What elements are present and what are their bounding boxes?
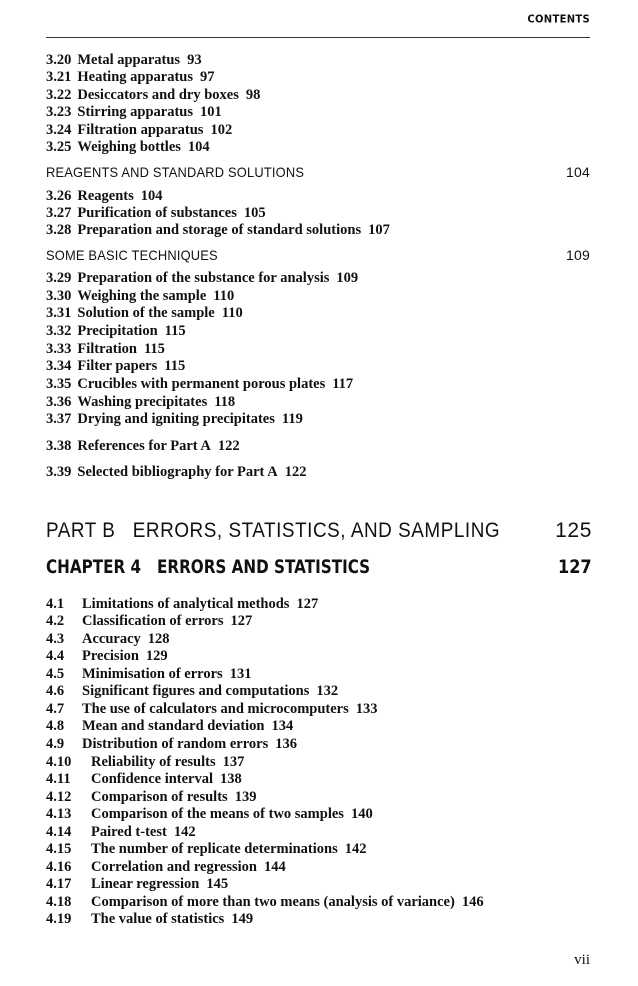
entry-title: Reliability of results bbox=[91, 754, 216, 770]
toc-entry bbox=[46, 806, 373, 823]
entry-title: Heating apparatus bbox=[77, 69, 193, 85]
section-heading-techniques bbox=[46, 247, 590, 263]
toc-entry bbox=[46, 122, 232, 139]
entry-page: 129 bbox=[145, 648, 168, 664]
entry-page: 101 bbox=[200, 104, 222, 120]
entry-number: 4.5 bbox=[46, 666, 65, 682]
entry-number: 3.37 bbox=[46, 411, 72, 427]
toc-entry bbox=[46, 683, 338, 700]
entry-number: 4.1 bbox=[46, 596, 65, 612]
section-title: SOME BASIC TECHNIQUES bbox=[46, 247, 218, 263]
entry-page: 110 bbox=[213, 288, 235, 304]
entry-number: 3.20 bbox=[46, 52, 72, 68]
entry-page: 137 bbox=[222, 754, 245, 770]
entry-title: Solution of the sample bbox=[77, 305, 215, 321]
running-head: CONTENTS bbox=[527, 13, 590, 26]
entry-number: 4.8 bbox=[46, 718, 65, 734]
entry-number: 4.11 bbox=[46, 771, 71, 787]
entry-title: Limitations of analytical methods bbox=[82, 596, 290, 612]
entry-number: 4.3 bbox=[46, 631, 65, 647]
entry-page: 142 bbox=[173, 824, 196, 840]
entry-number: 3.24 bbox=[46, 122, 72, 138]
section-heading-reagents bbox=[46, 164, 590, 180]
toc-entry bbox=[46, 323, 186, 340]
entry-page: 107 bbox=[368, 222, 390, 238]
toc-entry bbox=[46, 270, 358, 287]
toc-entry bbox=[46, 631, 170, 648]
entry-page: 122 bbox=[284, 464, 307, 480]
entry-title: Significant figures and computations bbox=[82, 683, 310, 699]
entry-page: 146 bbox=[461, 894, 484, 910]
entry-title: Accuracy bbox=[82, 631, 141, 647]
entry-page: 138 bbox=[220, 771, 242, 787]
toc-entry bbox=[46, 438, 240, 455]
part-heading bbox=[46, 519, 592, 543]
toc-entry bbox=[46, 824, 196, 841]
entry-page: 118 bbox=[214, 394, 236, 410]
entry-page: 115 bbox=[143, 341, 165, 357]
toc-entry bbox=[46, 104, 222, 121]
entry-page: 98 bbox=[245, 87, 261, 103]
chapter-title: CHAPTER 4 ERRORS AND STATISTICS bbox=[46, 556, 371, 578]
entry-title: Metal apparatus bbox=[77, 52, 181, 68]
entry-page: 145 bbox=[206, 876, 229, 892]
toc-entry bbox=[46, 341, 165, 358]
entry-number: 3.27 bbox=[46, 205, 72, 221]
entry-title: Drying and igniting precipitates bbox=[77, 411, 275, 427]
entry-number: 4.18 bbox=[46, 894, 72, 910]
entry-number: 3.29 bbox=[46, 270, 72, 286]
entry-page: 97 bbox=[200, 69, 215, 85]
toc-entry bbox=[46, 87, 260, 104]
entry-number: 3.34 bbox=[46, 358, 72, 374]
entry-number: 3.30 bbox=[46, 288, 72, 304]
toc-entry bbox=[46, 411, 303, 428]
entry-number: 3.31 bbox=[46, 305, 72, 321]
entry-number: 4.2 bbox=[46, 613, 65, 629]
entry-page: 140 bbox=[350, 806, 373, 822]
toc-entry bbox=[46, 666, 251, 683]
entry-page: 134 bbox=[271, 718, 294, 734]
entry-number: 3.36 bbox=[46, 394, 72, 410]
toc-entry bbox=[46, 754, 244, 771]
entry-page: 110 bbox=[221, 305, 243, 321]
toc-entry bbox=[46, 613, 252, 630]
entry-title: Selected bibliography for Part A bbox=[77, 464, 278, 480]
entry-number: 4.17 bbox=[46, 876, 72, 892]
entry-page: 105 bbox=[243, 205, 266, 221]
toc-entry bbox=[46, 859, 286, 876]
entry-number: 4.9 bbox=[46, 736, 65, 752]
entry-title: Preparation and storage of standard solutions bbox=[77, 222, 362, 238]
toc-entry bbox=[46, 394, 235, 411]
entry-page: 104 bbox=[187, 139, 210, 155]
entry-title: Minimisation of errors bbox=[82, 666, 223, 682]
entry-title: Washing precipitates bbox=[77, 394, 208, 410]
entry-number: 4.6 bbox=[46, 683, 65, 699]
part-title: PART B ERRORS, STATISTICS, AND SAMPLING bbox=[46, 519, 501, 542]
toc-entry bbox=[46, 358, 185, 375]
entry-page: 136 bbox=[275, 736, 297, 752]
entry-page: 122 bbox=[217, 438, 240, 454]
page-number: vii bbox=[574, 952, 590, 968]
entry-title: Crucibles with permanent porous plates bbox=[77, 376, 326, 392]
entry-page: 104 bbox=[140, 188, 163, 204]
entry-title: Weighing the sample bbox=[77, 288, 207, 304]
toc-entry bbox=[46, 648, 168, 665]
entry-title: Correlation and regression bbox=[91, 859, 257, 875]
entry-title: Linear regression bbox=[91, 876, 200, 892]
entry-title: Filtration apparatus bbox=[77, 122, 204, 138]
entry-page: 115 bbox=[164, 323, 186, 339]
entry-number: 4.14 bbox=[46, 824, 72, 840]
toc-entry bbox=[46, 894, 484, 911]
entry-number: 3.33 bbox=[46, 341, 72, 357]
chapter-heading bbox=[46, 556, 592, 578]
entry-number: 3.32 bbox=[46, 323, 72, 339]
entry-title: Preparation of the substance for analysis bbox=[77, 270, 330, 286]
entry-title: Comparison of more than two means (analysis of variance) bbox=[91, 894, 455, 910]
entry-page: 115 bbox=[164, 358, 186, 374]
entry-page: 142 bbox=[344, 841, 367, 857]
toc-entry bbox=[46, 771, 242, 788]
entry-number: 3.35 bbox=[46, 376, 72, 392]
entry-number: 4.16 bbox=[46, 859, 72, 875]
entry-page: 139 bbox=[234, 789, 257, 805]
entry-title: Precision bbox=[82, 648, 139, 664]
entry-page: 149 bbox=[231, 911, 254, 927]
toc-entry bbox=[46, 789, 256, 806]
entry-title: The number of replicate determinations bbox=[91, 841, 338, 857]
entry-page: 109 bbox=[336, 270, 359, 286]
toc-entry bbox=[46, 139, 210, 156]
entry-number: 4.4 bbox=[46, 648, 65, 664]
entry-title: Comparison of results bbox=[91, 789, 228, 805]
entry-title: Precipitation bbox=[77, 323, 158, 339]
section-page: 109 bbox=[566, 247, 590, 263]
entry-title: Reagents bbox=[77, 188, 134, 204]
toc-entry bbox=[46, 596, 318, 613]
entry-title: Classification of errors bbox=[82, 613, 224, 629]
part-page: 125 bbox=[555, 519, 592, 542]
entry-page: 144 bbox=[263, 859, 286, 875]
entry-number: 3.28 bbox=[46, 222, 72, 238]
entry-title: The use of calculators and microcomputers bbox=[82, 701, 349, 717]
entry-number: 3.23 bbox=[46, 104, 72, 120]
entry-number: 3.26 bbox=[46, 188, 72, 204]
entry-page: 128 bbox=[147, 631, 170, 647]
toc-entry bbox=[46, 718, 293, 735]
chapter-page: 127 bbox=[558, 556, 592, 578]
entry-title: Comparison of the means of two samples bbox=[91, 806, 344, 822]
entry-page: 127 bbox=[296, 596, 319, 612]
toc-entry bbox=[46, 69, 215, 86]
entry-title: Filtration bbox=[77, 341, 137, 357]
toc-entry bbox=[46, 305, 243, 322]
entry-page: 127 bbox=[230, 613, 253, 629]
entry-number: 4.10 bbox=[46, 754, 72, 770]
entry-title: The value of statistics bbox=[91, 911, 225, 927]
entry-number: 3.39 bbox=[46, 464, 72, 480]
toc-entry bbox=[46, 222, 390, 239]
entry-page: 93 bbox=[187, 52, 202, 68]
entry-page: 119 bbox=[281, 411, 303, 427]
toc-entry bbox=[46, 376, 353, 393]
toc-entry bbox=[46, 205, 266, 222]
entry-page: 132 bbox=[316, 683, 339, 699]
entry-number: 4.13 bbox=[46, 806, 72, 822]
toc-entry bbox=[46, 736, 297, 753]
entry-title: Purification of substances bbox=[77, 205, 237, 221]
toc-entry bbox=[46, 876, 228, 893]
entry-number: 3.22 bbox=[46, 87, 72, 103]
entry-title: References for Part A bbox=[77, 438, 211, 454]
entry-title: Filter papers bbox=[77, 358, 158, 374]
entry-number: 4.19 bbox=[46, 911, 72, 927]
toc-entry bbox=[46, 911, 253, 928]
toc-entry bbox=[46, 841, 367, 858]
header-rule bbox=[46, 37, 590, 38]
entry-number: 3.21 bbox=[46, 69, 72, 85]
entry-title: Stirring apparatus bbox=[77, 104, 193, 120]
entry-number: 4.7 bbox=[46, 701, 65, 717]
toc-entry bbox=[46, 701, 378, 718]
entry-title: Desiccators and dry boxes bbox=[77, 87, 239, 103]
entry-page: 102 bbox=[210, 122, 233, 138]
toc-entry bbox=[46, 288, 234, 305]
entry-number: 4.12 bbox=[46, 789, 72, 805]
entry-number: 4.15 bbox=[46, 841, 72, 857]
section-title: REAGENTS AND STANDARD SOLUTIONS bbox=[46, 164, 305, 180]
entry-number: 3.25 bbox=[46, 139, 72, 155]
entry-number: 3.38 bbox=[46, 438, 72, 454]
toc-entry bbox=[46, 52, 202, 69]
entry-page: 117 bbox=[332, 376, 354, 392]
entry-title: Confidence interval bbox=[91, 771, 214, 787]
entry-title: Distribution of random errors bbox=[82, 736, 269, 752]
section-page: 104 bbox=[566, 164, 590, 180]
entry-title: Paired t-test bbox=[91, 824, 167, 840]
entry-page: 133 bbox=[355, 701, 378, 717]
entry-title: Mean and standard deviation bbox=[82, 718, 265, 734]
entry-title: Weighing bottles bbox=[77, 139, 181, 155]
toc-entry bbox=[46, 464, 306, 481]
entry-page: 131 bbox=[229, 666, 252, 682]
toc-entry bbox=[46, 188, 163, 205]
